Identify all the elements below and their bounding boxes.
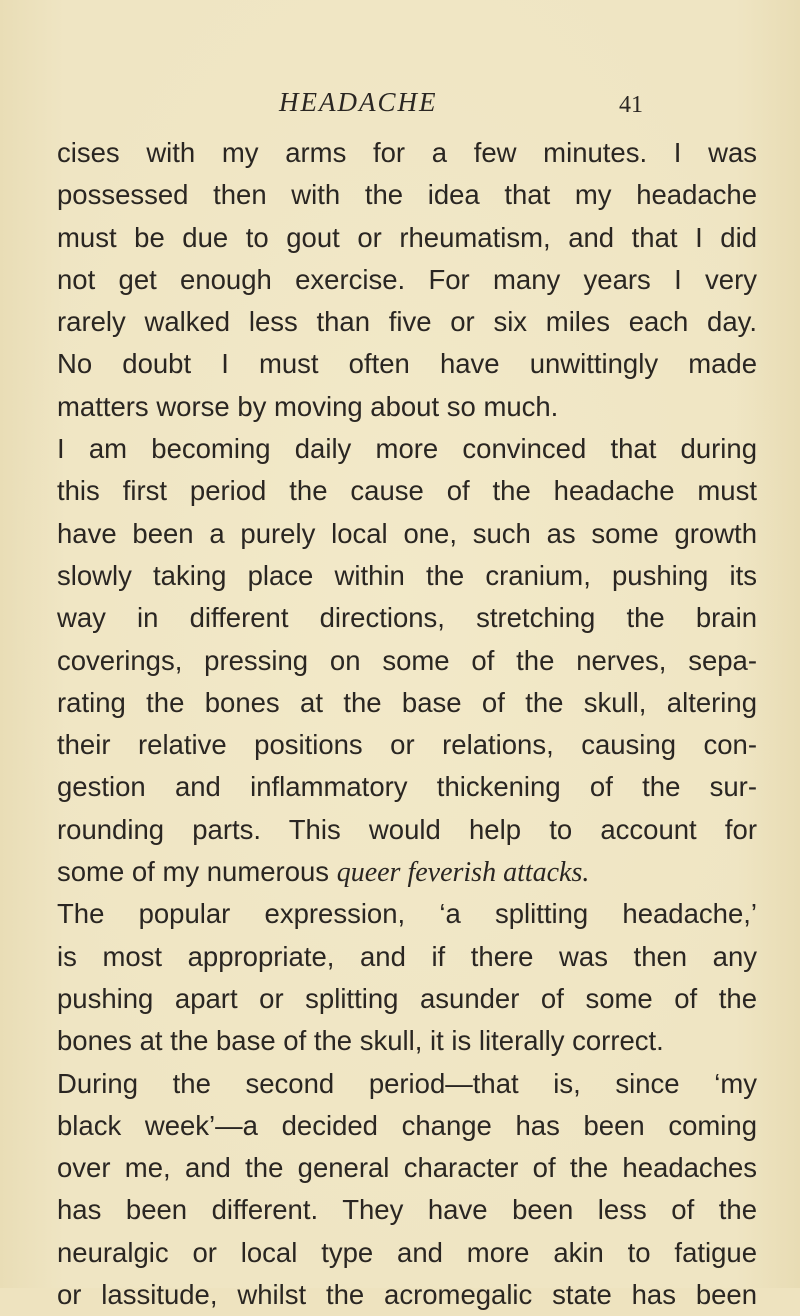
text-line: possessed then with the idea that my headache [57,179,757,211]
text-line: rounding parts. This would help to account for [57,813,757,845]
text-line: pushing apart or splitting asunder of some of the [57,982,757,1014]
page-number: 41 [619,92,643,118]
body-text [57,132,757,1316]
text-line: gestion and inflammatory thickening of the sur- [57,771,757,803]
text-line: cises with my arms for a few minutes. I was [57,137,757,168]
text-line: have been a purely local one, such as some growth [57,517,757,549]
paragraph-start-line: The popular expression, ‘a splitting headache,’ [57,898,757,930]
running-head [0,86,800,126]
text-line: over me, and the general character of the headaches [57,1152,757,1184]
text-line: rating the bones at the base of the skull, altering [57,686,757,718]
paragraph-start-line: I am becoming daily more convinced that during [57,433,757,465]
running-title: HEADACHE [279,87,438,117]
text-line: bones at the base of the skull, it is literally correct. [57,1025,664,1057]
text-line: not get enough exercise. For many years I very [57,263,757,295]
text-line: has been different. They have been less of the [57,1194,757,1226]
text-line: neuralgic or local type and more akin to fatigue [57,1236,757,1268]
text-line: this first period the cause of the headache must [57,475,757,507]
text-line: is most appropriate, and if there was then any [57,940,757,972]
text-line: must be due to gout or rheumatism, and that I did [57,221,757,253]
text-line: matters worse by moving about so much. [57,390,559,422]
text-line: slowly taking place within the cranium, pushing its [57,559,757,591]
text-line: black week’—a decided change has been coming [57,1109,757,1141]
text-line: rarely walked less than five or six miles each day. [57,306,757,338]
text-line: No doubt I must often have unwittingly made [57,348,757,380]
text-line: their relative positions or relations, causing con- [57,729,757,761]
paragraph-start-line: During the second period—that is, since ‘my [57,1067,757,1099]
text-line: way in different directions, stretching the brain [57,602,757,634]
text-line: or lassitude, whilst the acromegalic state has been [57,1279,757,1311]
text-line: coverings, pressing on some of the nerves, sepa- [57,644,757,676]
text-line-plain: some of my numerous [57,856,337,888]
emphasis-text: queer feverish attacks. [336,857,590,889]
text-line-with-emphasis [57,851,757,893]
